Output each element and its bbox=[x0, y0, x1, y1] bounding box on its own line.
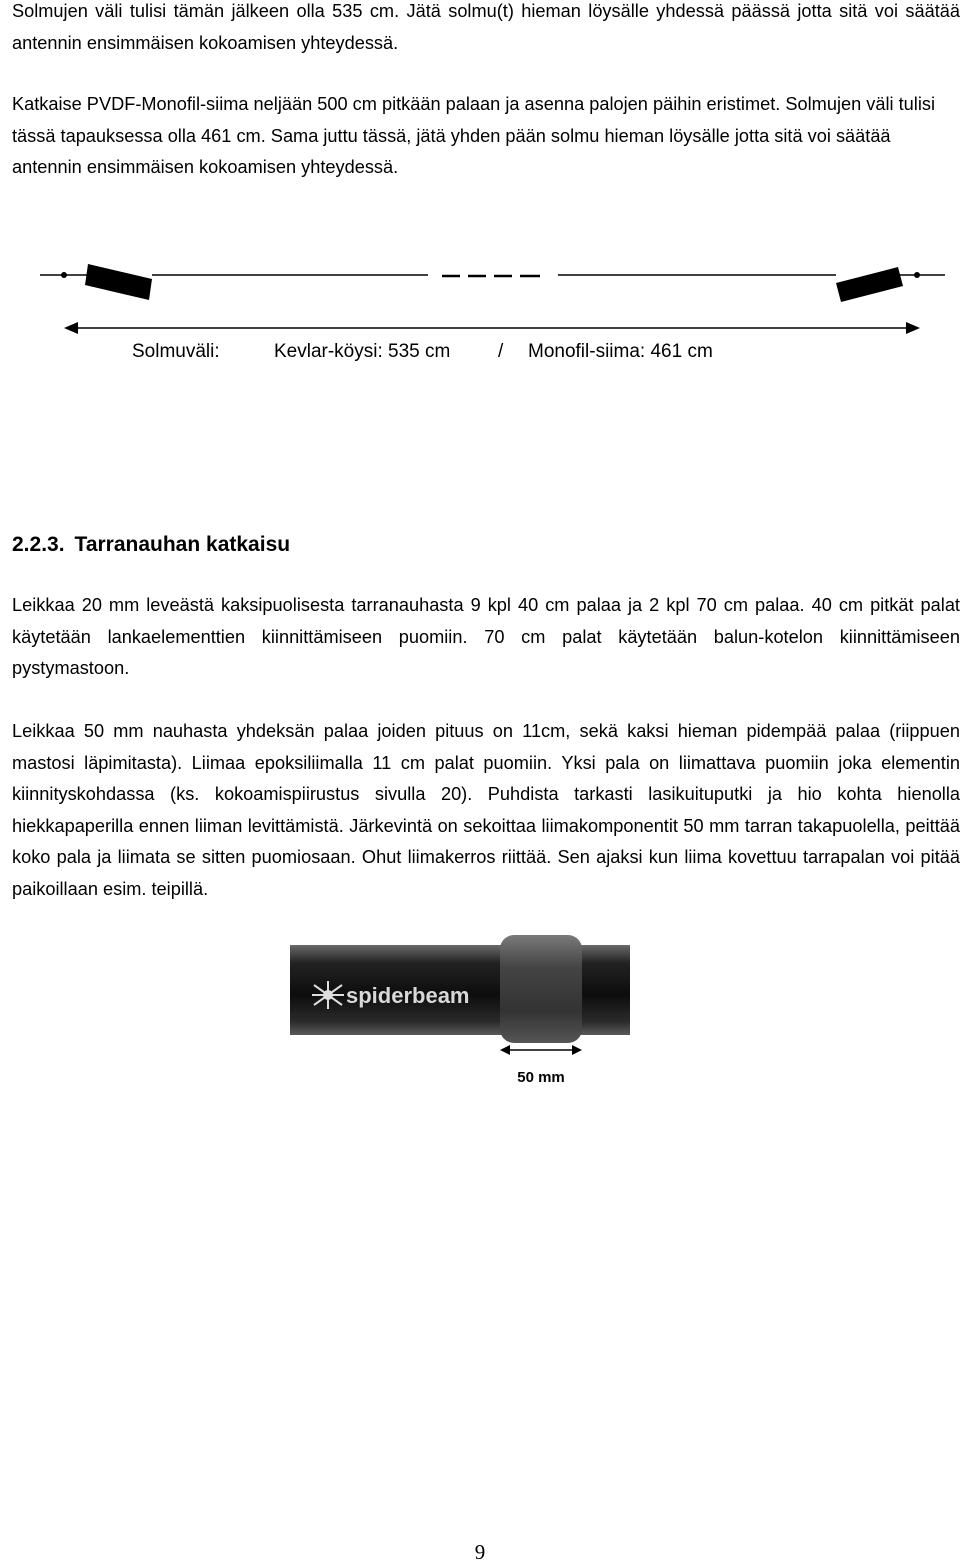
section-number: 2.2.3. bbox=[12, 533, 65, 556]
knot-spacing-diagram bbox=[0, 230, 960, 380]
paragraph-knot-spacing-kevlar: Solmujen väli tulisi tämän jälkeen olla 535 cm. Jätä solmu(t) hieman löysälle yhdessä päässä jotta sitä voi säätää antennin ensimmäisen kokoamisen yhteydessä. bbox=[12, 1, 960, 53]
tape-width-label: 50 mm bbox=[517, 1069, 565, 1086]
right-insulator bbox=[836, 267, 903, 302]
dimension-arrow-left bbox=[64, 322, 78, 334]
paragraph-velcro-gluing: Leikkaa 50 mm nauhasta yhdeksän palaa joiden pituus on 11cm, sekä kaksi hieman pidempää palaa (riippuen mastosi läpimitasta). Liimaa epoksiliimalla 11 cm palat puomiin. Yksi pala on liimattava puomiin joka elementin kiinnityskohdassa (ks. kokoamispiirustus sivulla 20). Puhdista tarkasti lasikuituputki ja hio kohta hienolla hiekkapaperilla ennen liiman levittämistä. Järkevintä on sekoittaa liimakomponentit 50 mm tarran takapuolella, peittää koko pala ja liimata se sitten puomiosaan. Ohut liimakerros riittää. Sen ajaksi kun liima kovettuu tarrapalan voi pitää paikoillaan esim. teipillä. bbox=[12, 721, 960, 899]
diagram-label-separator: / bbox=[498, 341, 504, 362]
section-heading bbox=[12, 530, 290, 560]
diagram-label-kevlar: Kevlar-köysi: 535 cm bbox=[274, 341, 451, 362]
tape-width-arrow-right bbox=[572, 1045, 582, 1055]
diagram-label-monofil: Monofil-siima: 461 cm bbox=[528, 341, 713, 362]
paragraph-monofil-cutting: Katkaise PVDF-Monofil-siima neljään 500 cm pitkään palaan ja asenna palojen päihin eristimet. Solmujen väli tulisi tässä tapauksessa olla 461 cm. Sama juttu tässä, jätä yhden pään solmu hieman löysälle jotta sitä voi säätää antennin ensimmäisen kokoamisen yhteydessä. bbox=[12, 94, 935, 177]
left-insulator bbox=[85, 264, 152, 300]
diagram-label-prefix: Solmuväli: bbox=[132, 341, 220, 362]
section-title: Tarranauhan katkaisu bbox=[74, 533, 291, 556]
boom-velcro-photo bbox=[290, 935, 630, 1095]
velcro-tape bbox=[500, 935, 582, 1043]
page-number: 9 bbox=[474, 1540, 486, 1564]
tape-width-arrow-left bbox=[500, 1045, 510, 1055]
paragraph-velcro-cutting: Leikkaa 20 mm leveästä kaksipuolisesta tarranauhasta 9 kpl 40 cm palaa ja 2 kpl 70 cm palaa. 40 cm pitkät palat käytetään lankaelementtien kiinnittämiseen puomiin. 70 cm palat käytetään balun-kotelon kiinnittämiseen pystymastoon. bbox=[12, 595, 960, 678]
dimension-arrow-right bbox=[906, 322, 920, 334]
brand-logo: spiderbeam bbox=[346, 983, 470, 1008]
